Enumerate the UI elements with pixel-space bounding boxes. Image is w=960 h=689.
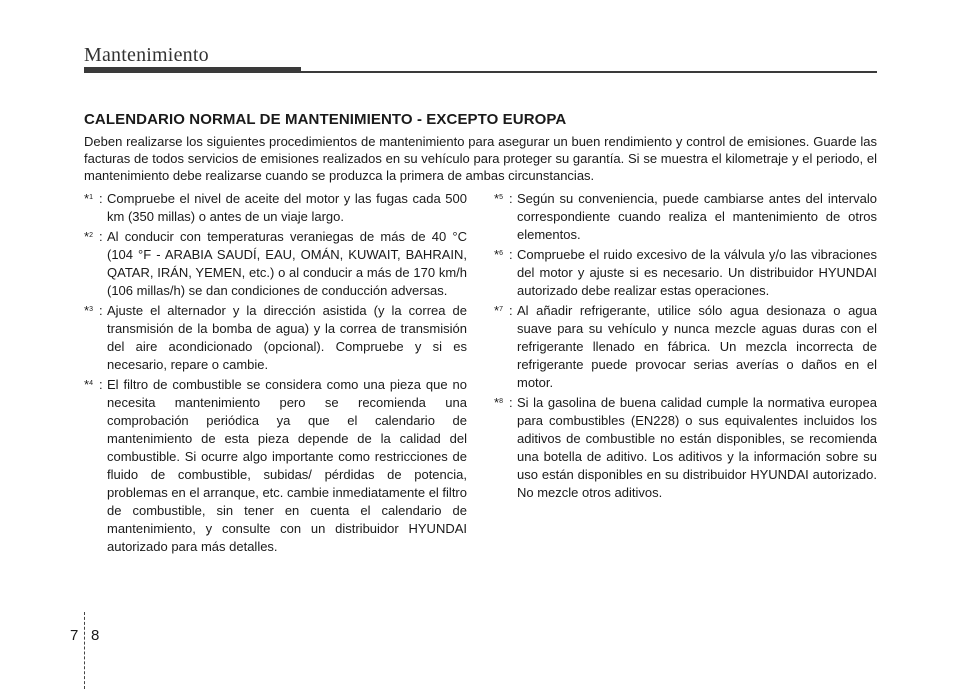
footnote-item: *$^5$ : Según su conveniencia, puede cambiarse antes del intervalo correspondiente cuando realiza el mantenimiento de otros elementos. [494,191,877,242]
section-heading: CALENDARIO NORMAL DE MANTENIMIENTO - EXCEPTO EUROPA [84,111,567,128]
footnote-marker: *$^6$ [494,247,503,262]
footnote-marker: *$^3$ [84,303,93,318]
footnote-marker: *$^2$ [84,229,93,244]
footnote-text: Compruebe el ruido excesivo de la válvula y/o las vibraciones del motor y ajuste si es necesario. Un distribuidor HYUNDAI autorizado debe realizar estas operaciones. [517,247,877,298]
footnote-marker: *$^5$ [494,191,503,206]
footnote-item: *$^1$ : Compruebe el nivel de aceite del motor y las fugas cada 500 km (350 millas) o antes de un viaje largo. [84,191,467,224]
footnote-marker: *$^1$ [84,191,93,206]
notes-column-right [494,190,877,504]
footnote-item: *$^3$ : Ajuste el alternador y la dirección asistida (y la correa de transmisión de la bomba de agua) y la correa de transmisión del aire acondicionado (opcional). Compruebe y si es necesario, repare o cambie. [84,303,467,372]
footnote-marker: *$^8$ [494,395,503,410]
intro-paragraph: Deben realizarse los siguientes procedimientos de mantenimiento para asegurar un buen rendimiento y control de emisiones. Guarde las facturas de todos servicios de emisiones realizados en su vehículo para proteger su garantía. Si se muestra el kilometraje y el periodo, el mantenimiento debe realizarse cuando se produzca la primera de ambas circunstancias. [84,134,877,183]
page-number: 8 [91,627,100,644]
page-chapter-number: 7 [70,627,79,644]
page-number-divider [84,612,85,689]
footnote-item: *$^6$ : Compruebe el ruido excesivo de la válvula y/o las vibraciones del motor y ajuste si es necesario. Un distribuidor HYUNDAI autorizado debe realizar estas operaciones. [494,247,877,298]
footnote-item: *$^8$ : Si la gasolina de buena calidad cumple la normativa europea para combustibles (EN228) o sus equivalentes incluidos los aditivos de combustible no están disponibles, se recomienda una botella de aditivo. Los aditivos y la información sobre su uso están disponibles en su distribuidor HYUNDAI autorizado. No mezcle otros aditivos. [494,395,877,500]
footnote-item: *$^2$ : Al conducir con temperaturas veraniegas de más de 40 °C (104 °F - ARABIA SAUDÍ, EAU, OMÁN, KUWAIT, BAHRAIN, QATAR, IRÁN, YEMEN, etc.) o al conducir a más de 170 km/h (106 millas/h) se dan condiciones de conducción adversas. [84,229,467,298]
footnote-marker: *$^4$ [84,377,93,392]
header-rule-thick [84,67,301,73]
footnote-text: Según su conveniencia, puede cambiarse antes del intervalo correspondiente cuando realiza el mantenimiento de otros elementos. [517,191,877,242]
footnote-marker: *$^7$ [494,303,503,318]
footnote-text: Al conducir con temperaturas veraniegas de más de 40 °C (104 °F - ARABIA SAUDÍ, EAU, OMÁN, KUWAIT, BAHRAIN, QATAR, IRÁN, YEMEN, etc.) o al conducir a más de 170 km/h (106 millas/h) se dan condiciones de conducción adversas. [107,229,467,298]
footnote-text: El filtro de combustible se considera como una pieza que no necesita mantenimiento pero se recomienda una comprobación periódica ya que el calendario de mantenimiento de esta pieza depende de la calidad del combustible. Si ocurre algo importante como restricciones de fluido de combustible, subidas/ pérdidas de potencia, problemas en el arranque, etc. cambie inmediatamente el filtro de combustible, sin tener en cuenta el calendario de mantenimiento, y consulte con un distribuidor HYUNDAI autorizado para más detalles. [107,377,467,554]
footnote-item: *$^4$ : El filtro de combustible se considera como una pieza que no necesita mantenimiento pero se recomienda una comprobación periódica ya que el calendario de mantenimiento de esta pieza depende de la calidad del combustible. Si ocurre algo importante como restricciones de fluido de combustible, subidas/ pérdidas de potencia, problemas en el arranque, etc. cambie inmediatamente el filtro de combustible, sin tener en cuenta el calendario de mantenimiento, y consulte con un distribuidor HYUNDAI autorizado para más detalles. [84,377,467,554]
page-header-title: Mantenimiento [84,44,209,66]
footnote-item: *$^7$ : Al añadir refrigerante, utilice sólo agua desionaza o agua suave para su vehículo y nunca mezcle aguas duras con el refrigerante llenado en fábrica. Un mezcla incorrecta de refrigerante puede provocar serias averías o daños en el motor. [494,303,877,390]
header-rule-thin [301,71,877,73]
footnote-text: Al añadir refrigerante, utilice sólo agua desionaza o agua suave para su vehículo y nunca mezcle aguas duras con el refrigerante llenado en fábrica. Un mezcla incorrecta de refrigerante puede provocar serias averías o daños en el motor. [517,303,877,390]
footnote-text: Compruebe el nivel de aceite del motor y las fugas cada 500 km (350 millas) o antes de un viaje largo. [107,191,467,224]
notes-column-left [84,190,467,558]
footnote-text: Si la gasolina de buena calidad cumple la normativa europea para combustibles (EN228) o sus equivalentes incluidos los aditivos de combustible no están disponibles, se recomienda una botella de aditivo. Los aditivos y la información sobre su uso están disponibles en su distribuidor HYUNDAI autorizado. No mezcle otros aditivos. [517,395,877,500]
footnote-text: Ajuste el alternador y la dirección asistida (y la correa de transmisión de la bomba de agua) y la correa de transmisión del aire acondicionado (opcional). Compruebe y si es necesario, repare o cambie. [107,303,467,372]
